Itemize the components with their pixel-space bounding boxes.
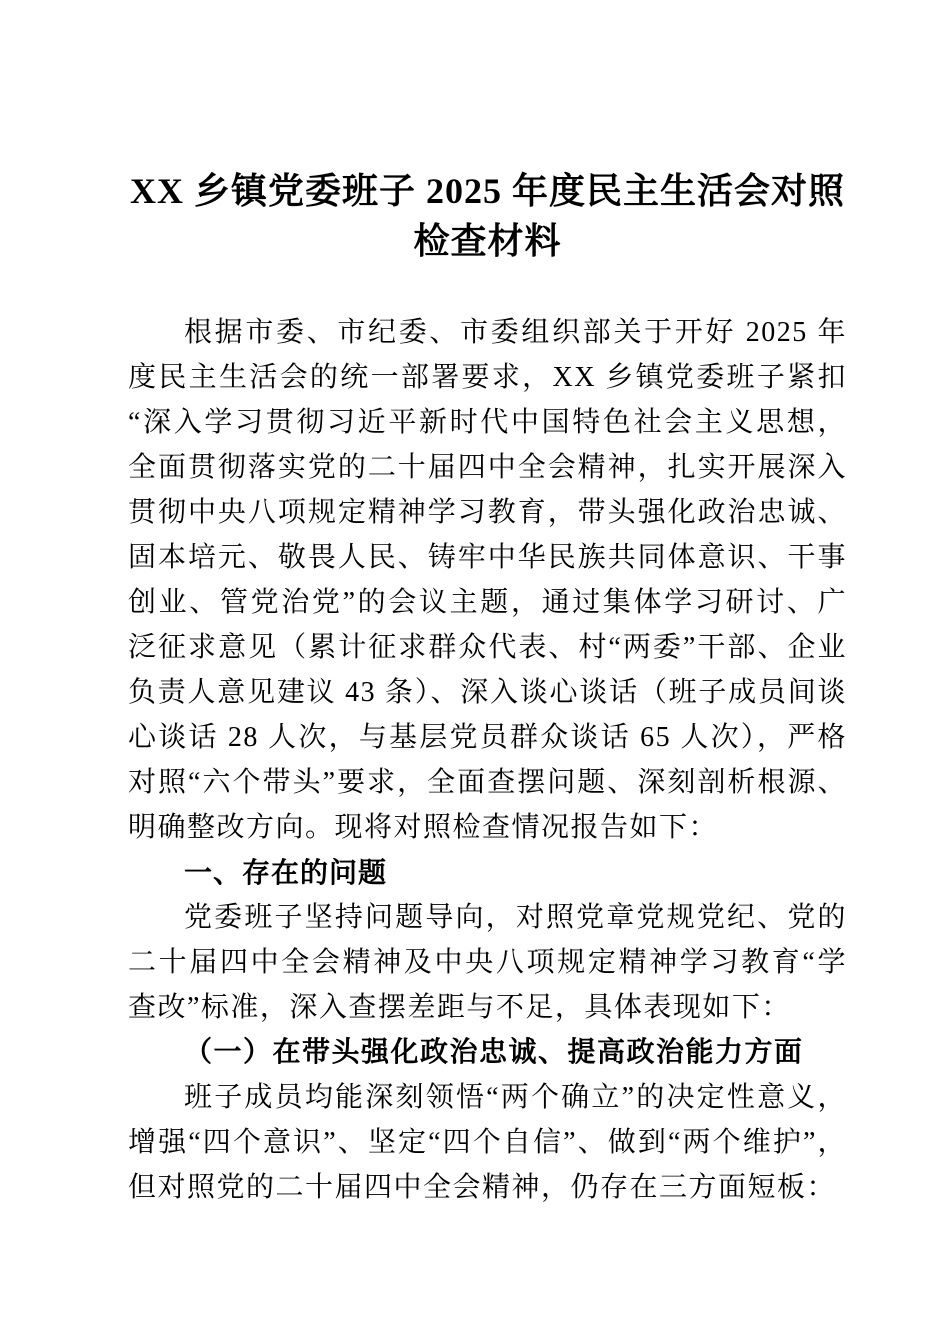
paragraph-intro: 根据市委、市纪委、市委组织部关于开好 2025 年度民主生活会的统一部署要求，XX 乡镇党委班子紧扣“深入学习贯彻习近平新时代中国特色社会主义思想，全面贯彻落实党的二十届四中全会精神，扎实开展深入贯彻中央八项规定精神学习教育，带头强化政治忠诚、固本培元、敬畏人民、铸牢中华民族共同体意识、干事创业、管党治党”的会议主题，通过集体学习研讨、广泛征求意见（累计征求群众代表、村“两委”干部、企业负责人意见建议 43 条）、深入谈心谈话（班子成员间谈心谈话 28 人次，与基层党员群众谈话 65 人次），严格对照“六个带头”要求，全面查摆问题、深刻剖析根源、明确整改方向。现将对照检查情况报告如下： xyxy=(128,317,847,843)
paragraph-shortcomings-intro: 班子成员均能深刻领悟“两个确立”的决定性意义，增强“四个意识”、坚定“四个自信”、做到“两个维护”，但对照党的二十届四中全会精神，仍存在三方面短板： xyxy=(128,1082,847,1203)
document-title: XX 乡镇党委班子 2025 年度民主生活会对照检查材料 xyxy=(130,171,845,261)
heading-subsection-political-loyalty: （一）在带头强化政治忠诚、提高政治能力方面 xyxy=(184,1037,804,1068)
paragraph-problems-overview: 党委班子坚持问题导向，对照党章党规党纪、党的二十届四中全会精神及中央八项规定精神学习教育“学查改”标准，深入查摆差距与不足，具体表现如下： xyxy=(128,902,847,1023)
heading-section-problems: 一、存在的问题 xyxy=(184,857,388,888)
